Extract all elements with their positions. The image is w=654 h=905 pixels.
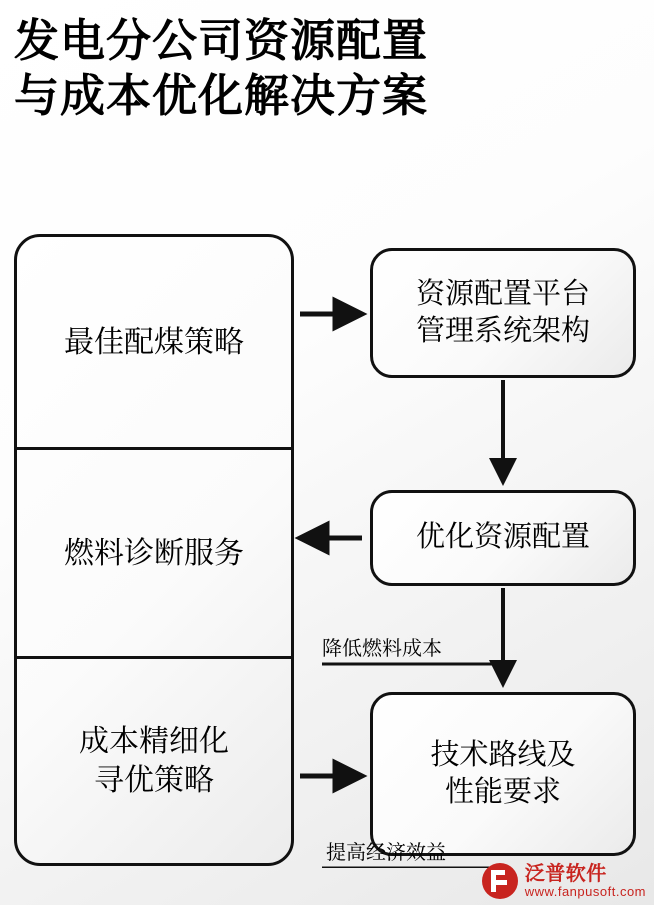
edge-label-improve-economic-benefit: 提高经济效益: [326, 842, 446, 864]
node-tech-route-performance[interactable]: [370, 692, 636, 856]
node-best-coal-blending-label: 最佳配煤策略: [64, 325, 244, 359]
page-title-line-2: 与成本优化解决方案: [14, 69, 429, 121]
node-resource-platform-label-1: 资源配置平台: [415, 277, 590, 310]
node-cost-refinement-strategy-label-1: 成本精细化: [79, 725, 229, 758]
flow-diagram: [0, 228, 654, 868]
company-logo-icon: [482, 863, 518, 899]
node-tech-route-performance-label-1: 技术路线及: [430, 738, 576, 771]
watermark-company-name: 泛普软件: [524, 862, 607, 885]
node-cost-refinement-strategy-label-2: 寻优策略: [94, 764, 214, 797]
node-resource-platform[interactable]: [370, 248, 636, 378]
node-optimize-resource-allocation-label: 优化资源配置: [415, 521, 590, 554]
node-resource-platform-label-2: 管理系统架构: [415, 315, 590, 347]
watermark-url: www.fanpusoft.com: [524, 883, 646, 899]
node-tech-route-performance-label-2: 性能要求: [444, 776, 561, 808]
node-optimize-resource-allocation[interactable]: [370, 490, 636, 586]
node-cost-refinement-strategy[interactable]: [17, 659, 291, 863]
watermark: [482, 863, 646, 899]
node-best-coal-blending[interactable]: [17, 237, 291, 447]
edge-label-reduce-fuel-cost: 降低燃料成本: [322, 638, 442, 660]
page-title-line-1: 发电分公司资源配置: [14, 15, 429, 66]
left-strategy-stack: [14, 234, 294, 866]
node-fuel-diagnosis-service-label: 燃料诊断服务: [64, 536, 244, 570]
page-title: [14, 14, 634, 124]
node-fuel-diagnosis-service[interactable]: [17, 447, 291, 659]
